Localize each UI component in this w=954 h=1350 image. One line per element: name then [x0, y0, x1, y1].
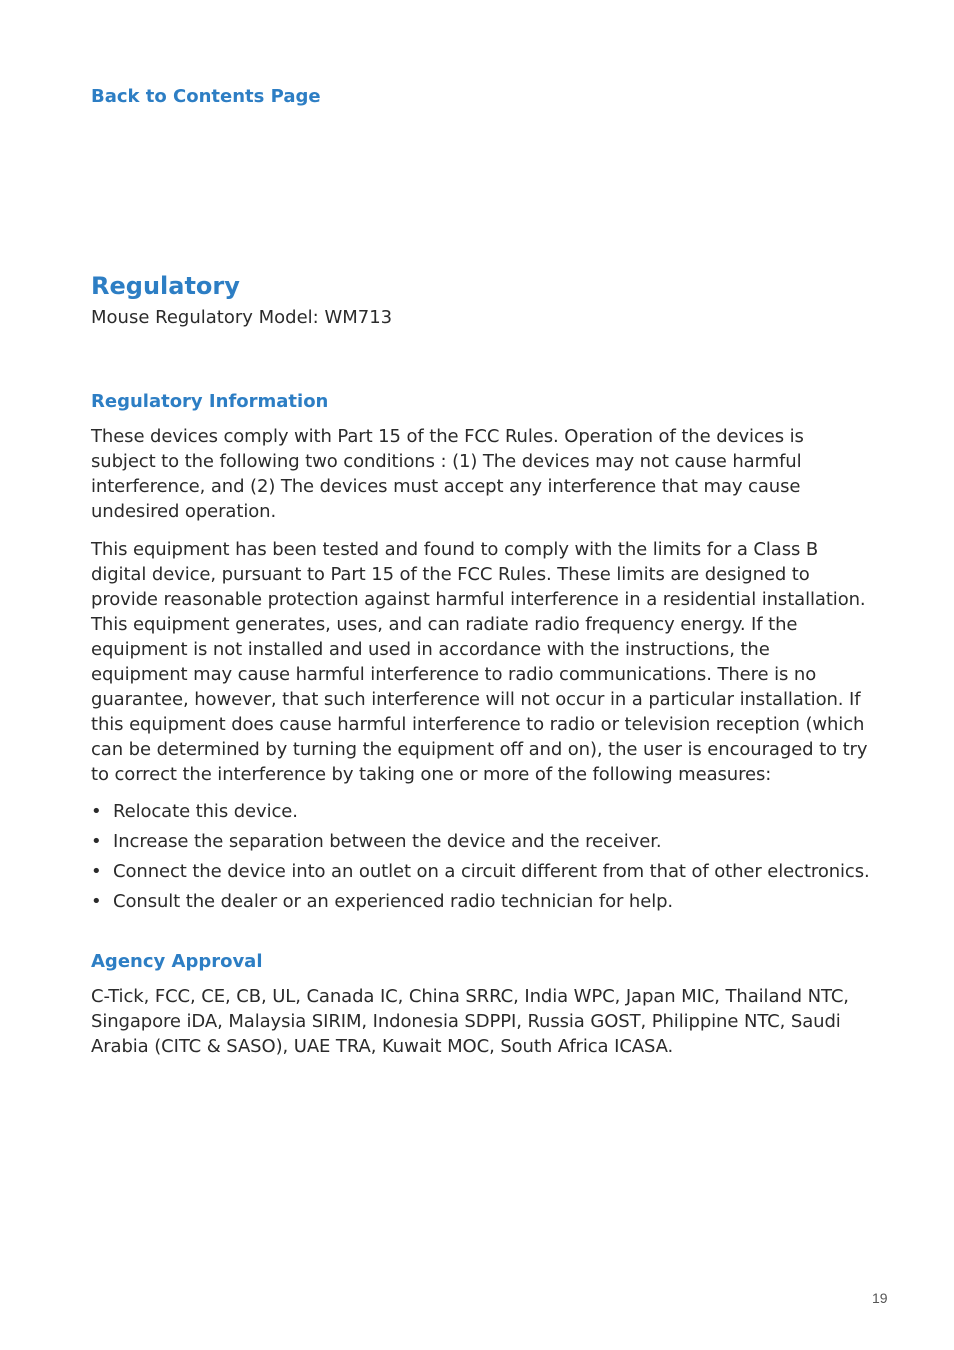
list-item [91, 859, 871, 884]
list-item [91, 829, 871, 854]
regulatory-page [91, 270, 871, 1059]
regulatory-information-section [91, 390, 871, 914]
list-item-text: Connect the device into an outlet on a circuit different from that of other electronics. [113, 861, 870, 882]
fcc-compliance-paragraph: These devices comply with Part 15 of the FCC Rules. Operation of the devices is subject to the following two conditions : (1) The devices may not cause harmful interference, and (2) The devices must accept any interference that may cause undesired operation. [91, 426, 804, 522]
page-title: Regulatory [91, 272, 240, 300]
regulatory-information-heading: Regulatory Information [91, 391, 329, 412]
list-item-text: Consult the dealer or an experienced radio technician for help. [113, 891, 674, 912]
class-b-paragraph: This equipment has been tested and found to comply with the limits for a Class B digital device, pursuant to Part 15 of the FCC Rules. These limits are designed to provide reasonable protection against harmful interference in a residential installation. This equipment generates, uses, and can radiate radio frequency energy. If the equipment is not installed and used in accordance with the instructions, the equipment may cause harmful interference to radio communications. There is no guarantee, however, that such interference will not occur in a particular installation. If this equipment does cause harmful interference to radio or television reception (which can be determined by turning the equipment off and on), the user is encouraged to try to correct the interference by taking one or more of the following measures: [91, 539, 868, 785]
list-item [91, 889, 871, 914]
list-item [91, 799, 871, 824]
measures-list [91, 799, 871, 914]
model-subtitle: Mouse Regulatory Model: WM713 [91, 307, 393, 328]
bullet-icon: • [91, 831, 102, 852]
agency-approval-list: C-Tick, FCC, CE, CB, UL, Canada IC, China SRRC, India WPC, Japan MIC, Thailand NTC, Singapore iDA, Malaysia SIRIM, Indonesia SDPPI, Russia GOST, Philippine NTC, Saudi Arabia (CITC & SASO), UAE TRA, Kuwait MOC, South Africa ICASA. [91, 986, 849, 1057]
list-item-text: Increase the separation between the device and the receiver. [113, 831, 662, 852]
back-to-contents-link[interactable]: Back to Contents Page [91, 86, 321, 107]
agency-approval-heading: Agency Approval [91, 951, 263, 972]
list-item-text: Relocate this device. [113, 801, 298, 822]
agency-approval-section [91, 950, 871, 1059]
bullet-icon: • [91, 861, 102, 882]
bullet-icon: • [91, 801, 102, 822]
bullet-icon: • [91, 891, 102, 912]
page-number: 19 [872, 1290, 888, 1306]
